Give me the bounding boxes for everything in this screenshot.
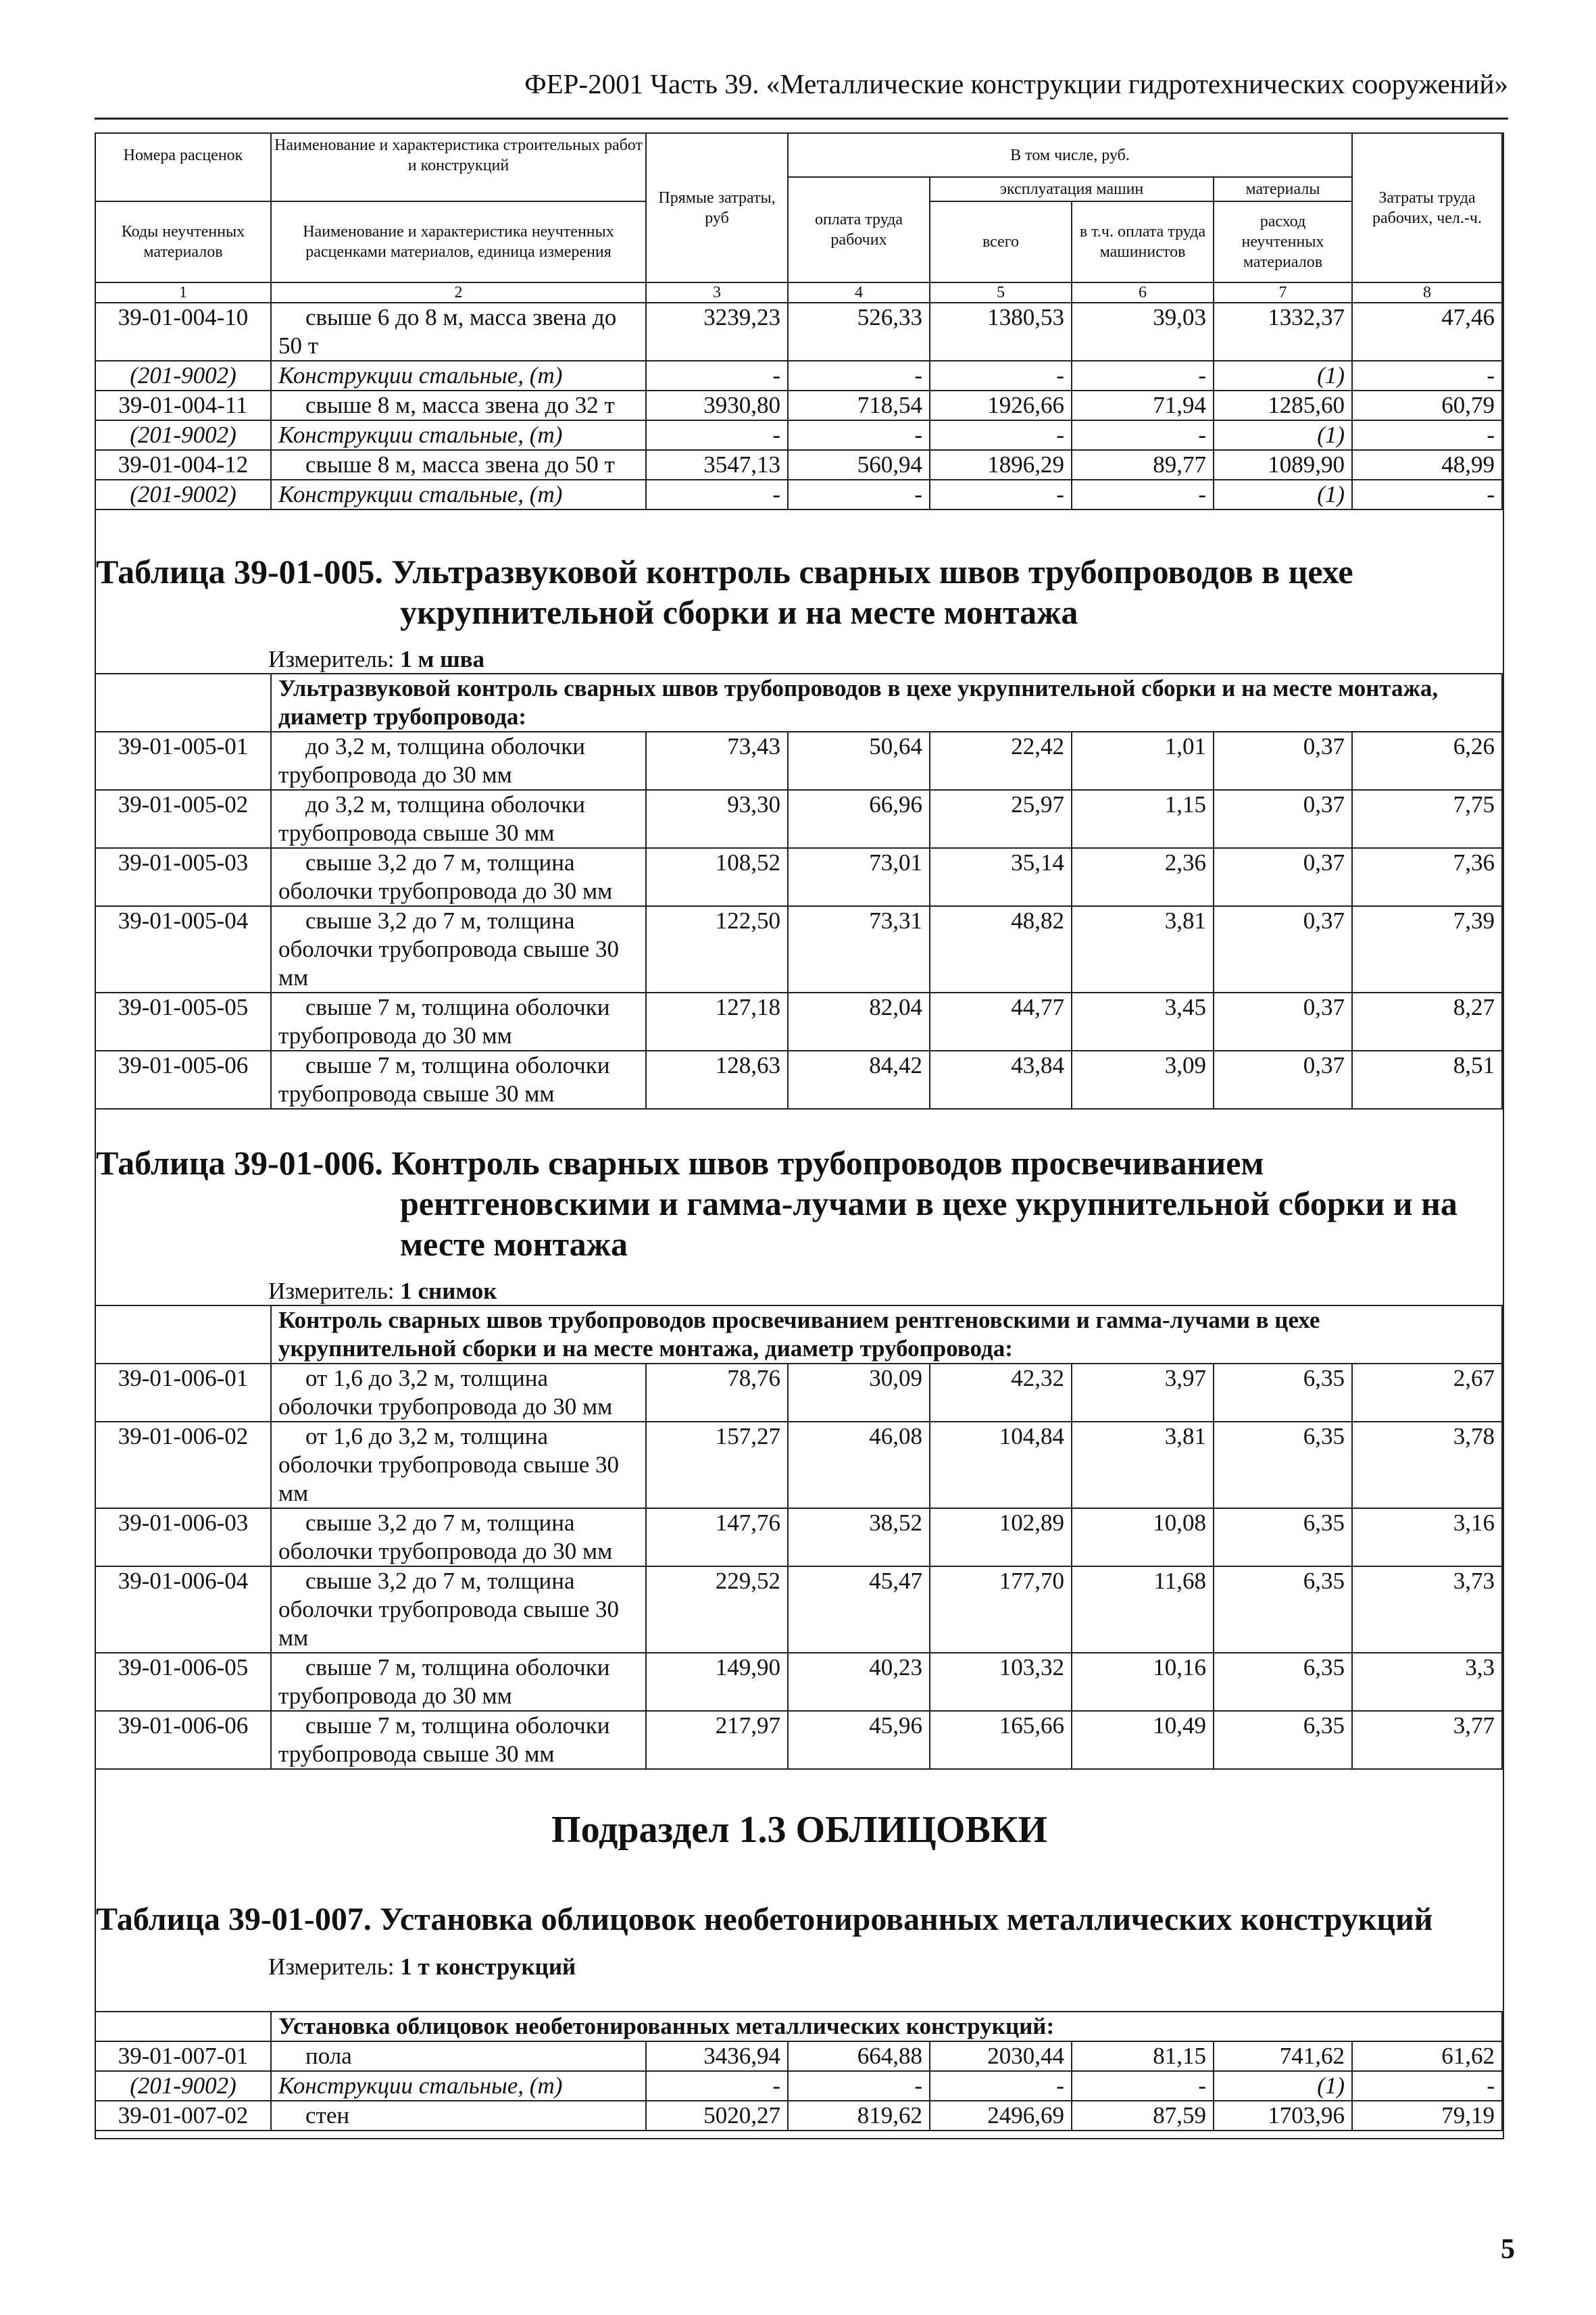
machinist-pay: 2,36 (1072, 848, 1214, 906)
direct-costs: 147,76 (646, 1508, 788, 1566)
col3-header: Прямые затраты, руб (646, 133, 788, 282)
rate-code: 39-01-006-06 (95, 1711, 271, 1769)
direct-costs: 157,27 (646, 1422, 788, 1508)
cell-dash: - (646, 480, 788, 509)
col2-bottom: Наименование и характеристика неучтенных расценками материалов, единица измерения (271, 201, 646, 282)
table-row (95, 420, 1502, 450)
table-005-group-header: Ультразвуковой контроль сварных швов трубопроводов в цехе укрупнительной сборки и на месте монтажа, диаметр трубопровода: (271, 674, 1502, 732)
unit-value: 1 снимок (400, 1278, 497, 1304)
machinist-pay: 11,68 (1072, 1566, 1214, 1653)
rate-name: свыше 7 м, толщина оболочки трубопровода свыше 30 мм (271, 1711, 646, 1769)
labor-pay: 84,42 (788, 1051, 930, 1109)
cell-dash: - (1352, 420, 1502, 450)
col-number: 4 (788, 282, 930, 303)
rate-name: от 1,6 до 3,2 м, толщина оболочки трубопровода свыше 30 мм (271, 1422, 646, 1508)
machinist-pay: 3,09 (1072, 1051, 1214, 1109)
table-row (95, 1566, 1502, 1653)
machinist-pay: 1,01 (1072, 732, 1214, 790)
table-row (95, 732, 1502, 790)
table-row (95, 480, 1502, 509)
labor-pay: 45,47 (788, 1566, 930, 1653)
labor-hours: 79,19 (1352, 2101, 1502, 2131)
cell-dash: - (1352, 2071, 1502, 2101)
direct-costs: 3436,94 (646, 2041, 788, 2071)
labor-hours: 47,46 (1352, 303, 1502, 361)
machinist-pay: 3,81 (1072, 906, 1214, 993)
direct-costs: 3239,23 (646, 303, 788, 361)
direct-costs: 122,50 (646, 906, 788, 993)
table-005-title-line1: Таблица 39-01-005. Ультразвуковой контроль сварных швов трубопроводов в цехе (96, 553, 1353, 591)
subsection-title: Подраздел 1.3 ОБЛИЦОВКИ (551, 1809, 1047, 1851)
page-number: 5 (1501, 2234, 1515, 2265)
materials-cost: 0,37 (1214, 1051, 1352, 1109)
labor-hours: 3,73 (1352, 1566, 1502, 1653)
cell-dash: - (1352, 480, 1502, 509)
labor-pay: 46,08 (788, 1422, 930, 1508)
machines-total: 1380,53 (930, 303, 1072, 361)
labor-hours: 48,99 (1352, 450, 1502, 480)
rate-code: 39-01-005-06 (95, 1051, 271, 1109)
content-frame (95, 132, 1504, 2139)
material-quantity: (1) (1214, 361, 1352, 391)
material-code: (201-9002) (95, 420, 271, 450)
rate-code: 39-01-005-05 (95, 993, 271, 1051)
rate-code: 39-01-004-12 (95, 450, 271, 480)
materials-cost: 6,35 (1214, 1508, 1352, 1566)
rate-name: пола (271, 2041, 646, 2071)
table-006-title-line2: рентгеновскими и гамма-лучами в цехе укрупнительной сборки и на (400, 1185, 1457, 1222)
rate-name: свыше 7 м, толщина оболочки трубопровода свыше 30 мм (271, 1051, 646, 1109)
machines-total: 1896,29 (930, 450, 1072, 480)
machines-total: 2496,69 (930, 2101, 1072, 2131)
rate-name: свыше 7 м, толщина оболочки трубопровода до 30 мм (271, 993, 646, 1051)
machinist-pay: 81,15 (1072, 2041, 1214, 2071)
labor-hours: 3,78 (1352, 1422, 1502, 1508)
unit-value: 1 м шва (400, 646, 485, 672)
rate-code: 39-01-006-04 (95, 1566, 271, 1653)
direct-costs: 78,76 (646, 1364, 788, 1422)
rate-name: стен (271, 2101, 646, 2131)
group-machines-header: эксплуатация машин (930, 177, 1214, 201)
labor-hours: 7,39 (1352, 906, 1502, 993)
labor-pay: 50,64 (788, 732, 930, 790)
cell-dash: - (930, 361, 1072, 391)
labor-pay: 82,04 (788, 993, 930, 1051)
col8-header: Затраты труда рабочих, чел.-ч. (1352, 133, 1502, 282)
cell-dash: - (1352, 361, 1502, 391)
table-row (95, 1364, 1502, 1422)
col2-top: Наименование и характеристика строительных работ и конструкций (271, 133, 646, 177)
materials-cost: 1332,37 (1214, 303, 1352, 361)
material-name: Конструкции стальные, (т) (271, 361, 646, 391)
materials-cost: 6,35 (1214, 1653, 1352, 1711)
header-table (95, 132, 1503, 510)
machinist-pay: 3,97 (1072, 1364, 1214, 1422)
table-row (95, 361, 1502, 391)
col7-header: расход неучтенных материалов (1214, 201, 1352, 282)
rate-name: свыше 3,2 до 7 м, толщина оболочки трубопровода свыше 30 мм (271, 906, 646, 993)
materials-cost: 6,35 (1214, 1566, 1352, 1653)
rate-code: 39-01-006-02 (95, 1422, 271, 1508)
rate-code: 39-01-006-01 (95, 1364, 271, 1422)
labor-pay: 66,96 (788, 790, 930, 848)
col4-header: оплата труда рабочих (788, 177, 930, 282)
labor-pay: 73,31 (788, 906, 930, 993)
table-006 (95, 1305, 1503, 1770)
machinist-pay: 10,08 (1072, 1508, 1214, 1566)
direct-costs: 217,97 (646, 1711, 788, 1769)
labor-pay: 38,52 (788, 1508, 930, 1566)
labor-pay: 526,33 (788, 303, 930, 361)
material-quantity: (1) (1214, 480, 1352, 509)
unit-label: Измеритель: (268, 646, 395, 672)
material-quantity: (1) (1214, 2071, 1352, 2101)
unit-label: Измеритель: (268, 1953, 395, 1980)
machines-total: 102,89 (930, 1508, 1072, 1566)
machinist-pay: 39,03 (1072, 303, 1214, 361)
col-number: 5 (930, 282, 1072, 303)
col6-header: в т.ч. оплата труда машинистов (1072, 201, 1214, 282)
rate-code: 39-01-005-01 (95, 732, 271, 790)
cell-dash: - (930, 480, 1072, 509)
direct-costs: 149,90 (646, 1653, 788, 1711)
cell-dash: - (788, 2071, 930, 2101)
table-007 (95, 2011, 1503, 2131)
labor-hours: 8,51 (1352, 1051, 1502, 1109)
labor-pay: 45,96 (788, 1711, 930, 1769)
machinist-pay: 3,45 (1072, 993, 1214, 1051)
machines-total: 1926,66 (930, 391, 1072, 420)
material-code: (201-9002) (95, 480, 271, 509)
materials-cost: 6,35 (1214, 1711, 1352, 1769)
cell-dash: - (646, 361, 788, 391)
labor-pay: 560,94 (788, 450, 930, 480)
materials-cost: 0,37 (1214, 993, 1352, 1051)
table-row (95, 450, 1502, 480)
direct-costs: 73,43 (646, 732, 788, 790)
table-row (95, 2101, 1502, 2131)
rate-name: свыше 3,2 до 7 м, толщина оболочки трубопровода до 30 мм (271, 1508, 646, 1566)
machines-total: 48,82 (930, 906, 1072, 993)
rate-code: 39-01-005-04 (95, 906, 271, 993)
machines-total: 25,97 (930, 790, 1072, 848)
cell-dash: - (1072, 420, 1214, 450)
material-name: Конструкции стальные, (т) (271, 420, 646, 450)
cell-dash: - (646, 420, 788, 450)
rate-code: 39-01-006-03 (95, 1508, 271, 1566)
table-row (95, 1711, 1502, 1769)
cell-dash: - (1072, 2071, 1214, 2101)
labor-hours: 60,79 (1352, 391, 1502, 420)
materials-cost: 0,37 (1214, 790, 1352, 848)
col5-header: всего (930, 201, 1072, 282)
rate-name: свыше 3,2 до 7 м, толщина оболочки трубопровода до 30 мм (271, 848, 646, 906)
materials-cost: 741,62 (1214, 2041, 1352, 2071)
cell-dash: - (788, 480, 930, 509)
direct-costs: 128,63 (646, 1051, 788, 1109)
unit-value: 1 т конструкций (400, 1953, 576, 1980)
cell-dash: - (1072, 361, 1214, 391)
labor-pay: 718,54 (788, 391, 930, 420)
labor-pay: 30,09 (788, 1364, 930, 1422)
table-row (95, 303, 1502, 361)
machinist-pay: 10,16 (1072, 1653, 1214, 1711)
table-row (95, 391, 1502, 420)
rate-code: 39-01-007-02 (95, 2101, 271, 2131)
labor-hours: 6,26 (1352, 732, 1502, 790)
machines-total: 2030,44 (930, 2041, 1072, 2071)
machines-total: 104,84 (930, 1422, 1072, 1508)
material-name: Конструкции стальные, (т) (271, 480, 646, 509)
rate-name: свыше 8 м, масса звена до 50 т (271, 450, 646, 480)
rate-name: свыше 6 до 8 м, масса звена до 50 т (271, 303, 646, 361)
table-006-title-line1: Таблица 39-01-006. Контроль сварных швов трубопроводов просвечиванием (96, 1144, 1264, 1182)
direct-costs: 127,18 (646, 993, 788, 1051)
material-code: (201-9002) (95, 361, 271, 391)
table-005-title (96, 551, 1353, 632)
rate-code: 39-01-005-02 (95, 790, 271, 848)
rate-name: от 1,6 до 3,2 м, толщина оболочки трубопровода до 30 мм (271, 1364, 646, 1422)
rate-code: 39-01-004-10 (95, 303, 271, 361)
materials-cost: 1703,96 (1214, 2101, 1352, 2131)
materials-cost: 6,35 (1214, 1364, 1352, 1422)
table-007-title: Таблица 39-01-007. Установка облицовок необетонированных металлических конструкций (96, 1901, 1433, 1937)
labor-hours: 3,77 (1352, 1711, 1502, 1769)
col-number: 1 (95, 282, 271, 303)
rate-name: до 3,2 м, толщина оболочки трубопровода свыше 30 мм (271, 790, 646, 848)
cell-dash: - (788, 420, 930, 450)
col-number: 8 (1352, 282, 1502, 303)
labor-hours: 8,27 (1352, 993, 1502, 1051)
material-quantity: (1) (1214, 420, 1352, 450)
table-005 (95, 673, 1503, 1110)
table-row (95, 906, 1502, 993)
material-name: Конструкции стальные, (т) (271, 2071, 646, 2101)
machines-total: 42,32 (930, 1364, 1072, 1422)
table-005-title-line2: укрупнительной сборки и на месте монтажа (400, 593, 1078, 631)
table-row (95, 993, 1502, 1051)
labor-pay: 73,01 (788, 848, 930, 906)
table-row (95, 1508, 1502, 1566)
col-number: 6 (1072, 282, 1214, 303)
rate-name: свыше 7 м, толщина оболочки трубопровода до 30 мм (271, 1653, 646, 1711)
rate-code: 39-01-007-01 (95, 2041, 271, 2071)
rate-name: до 3,2 м, толщина оболочки трубопровода до 30 мм (271, 732, 646, 790)
table-row (95, 1653, 1502, 1711)
materials-cost: 0,37 (1214, 732, 1352, 790)
machines-total: 103,32 (930, 1653, 1072, 1711)
unit-label: Измеритель: (268, 1278, 395, 1304)
direct-costs: 93,30 (646, 790, 788, 848)
machines-total: 43,84 (930, 1051, 1072, 1109)
labor-pay: 664,88 (788, 2041, 930, 2071)
col-number: 3 (646, 282, 788, 303)
group-materials-header: материалы (1214, 177, 1352, 201)
labor-hours: 3,16 (1352, 1508, 1502, 1566)
direct-costs: 3547,13 (646, 450, 788, 480)
table-row (95, 2071, 1502, 2101)
table-006-unit (268, 1278, 497, 1305)
rate-code: 39-01-006-05 (95, 1653, 271, 1711)
machinist-pay: 89,77 (1072, 450, 1214, 480)
cell-dash: - (646, 2071, 788, 2101)
table-row (95, 2041, 1502, 2071)
col-number: 7 (1214, 282, 1352, 303)
machinist-pay: 87,59 (1072, 2101, 1214, 2131)
machines-total: 35,14 (930, 848, 1072, 906)
table-005-unit (268, 646, 484, 673)
machinist-pay: 10,49 (1072, 1711, 1214, 1769)
running-header: ФЕР-2001 Часть 39. «Металлические конструкции гидротехнических сооружений» (95, 68, 1508, 120)
cell-dash: - (788, 361, 930, 391)
table-row (95, 790, 1502, 848)
table-row (95, 1422, 1502, 1508)
group-incl-header: В том числе, руб. (788, 133, 1352, 177)
direct-costs: 108,52 (646, 848, 788, 906)
materials-cost: 1285,60 (1214, 391, 1352, 420)
machines-total: 44,77 (930, 993, 1072, 1051)
labor-pay: 819,62 (788, 2101, 930, 2131)
table-006-group-header: Контроль сварных швов трубопроводов просвечиванием рентгеновскими и гамма-лучами в цехе укрупнительной сборки и на месте монтажа, диаметр трубопровода: (271, 1305, 1502, 1364)
col1-bottom: Коды неучтенных материалов (95, 201, 271, 282)
cell-dash: - (930, 2071, 1072, 2101)
rate-name: свыше 3,2 до 7 м, толщина оболочки трубопровода свыше 30 мм (271, 1566, 646, 1653)
rate-name: свыше 8 м, масса звена до 32 т (271, 391, 646, 420)
rate-code: 39-01-005-03 (95, 848, 271, 906)
labor-hours: 3,3 (1352, 1653, 1502, 1711)
labor-hours: 2,67 (1352, 1364, 1502, 1422)
materials-cost: 1089,90 (1214, 450, 1352, 480)
direct-costs: 229,52 (646, 1566, 788, 1653)
table-006-title-line3: месте монтажа (400, 1225, 628, 1263)
cell-dash: - (930, 420, 1072, 450)
direct-costs: 3930,80 (646, 391, 788, 420)
col-number: 2 (271, 282, 646, 303)
col1-top: Номера расценок (95, 133, 271, 177)
labor-hours: 7,36 (1352, 848, 1502, 906)
table-007-unit (268, 1953, 576, 1981)
table-row (95, 848, 1502, 906)
machinist-pay: 1,15 (1072, 790, 1214, 848)
machines-total: 165,66 (930, 1711, 1072, 1769)
direct-costs: 5020,27 (646, 2101, 788, 2131)
material-code: (201-9002) (95, 2071, 271, 2101)
table-007-group-header: Установка облицовок необетонированных металлических конструкций: (271, 2012, 1502, 2041)
cell-dash: - (1072, 480, 1214, 509)
materials-cost: 0,37 (1214, 848, 1352, 906)
table-row (95, 1051, 1502, 1109)
materials-cost: 6,35 (1214, 1422, 1352, 1508)
rate-code: 39-01-004-11 (95, 391, 271, 420)
machines-total: 177,70 (930, 1566, 1072, 1653)
machinist-pay: 3,81 (1072, 1422, 1214, 1508)
labor-pay: 40,23 (788, 1653, 930, 1711)
table-006-title (96, 1143, 1457, 1264)
labor-hours: 7,75 (1352, 790, 1502, 848)
labor-hours: 61,62 (1352, 2041, 1502, 2071)
machines-total: 22,42 (930, 732, 1072, 790)
materials-cost: 0,37 (1214, 906, 1352, 993)
machinist-pay: 71,94 (1072, 391, 1214, 420)
